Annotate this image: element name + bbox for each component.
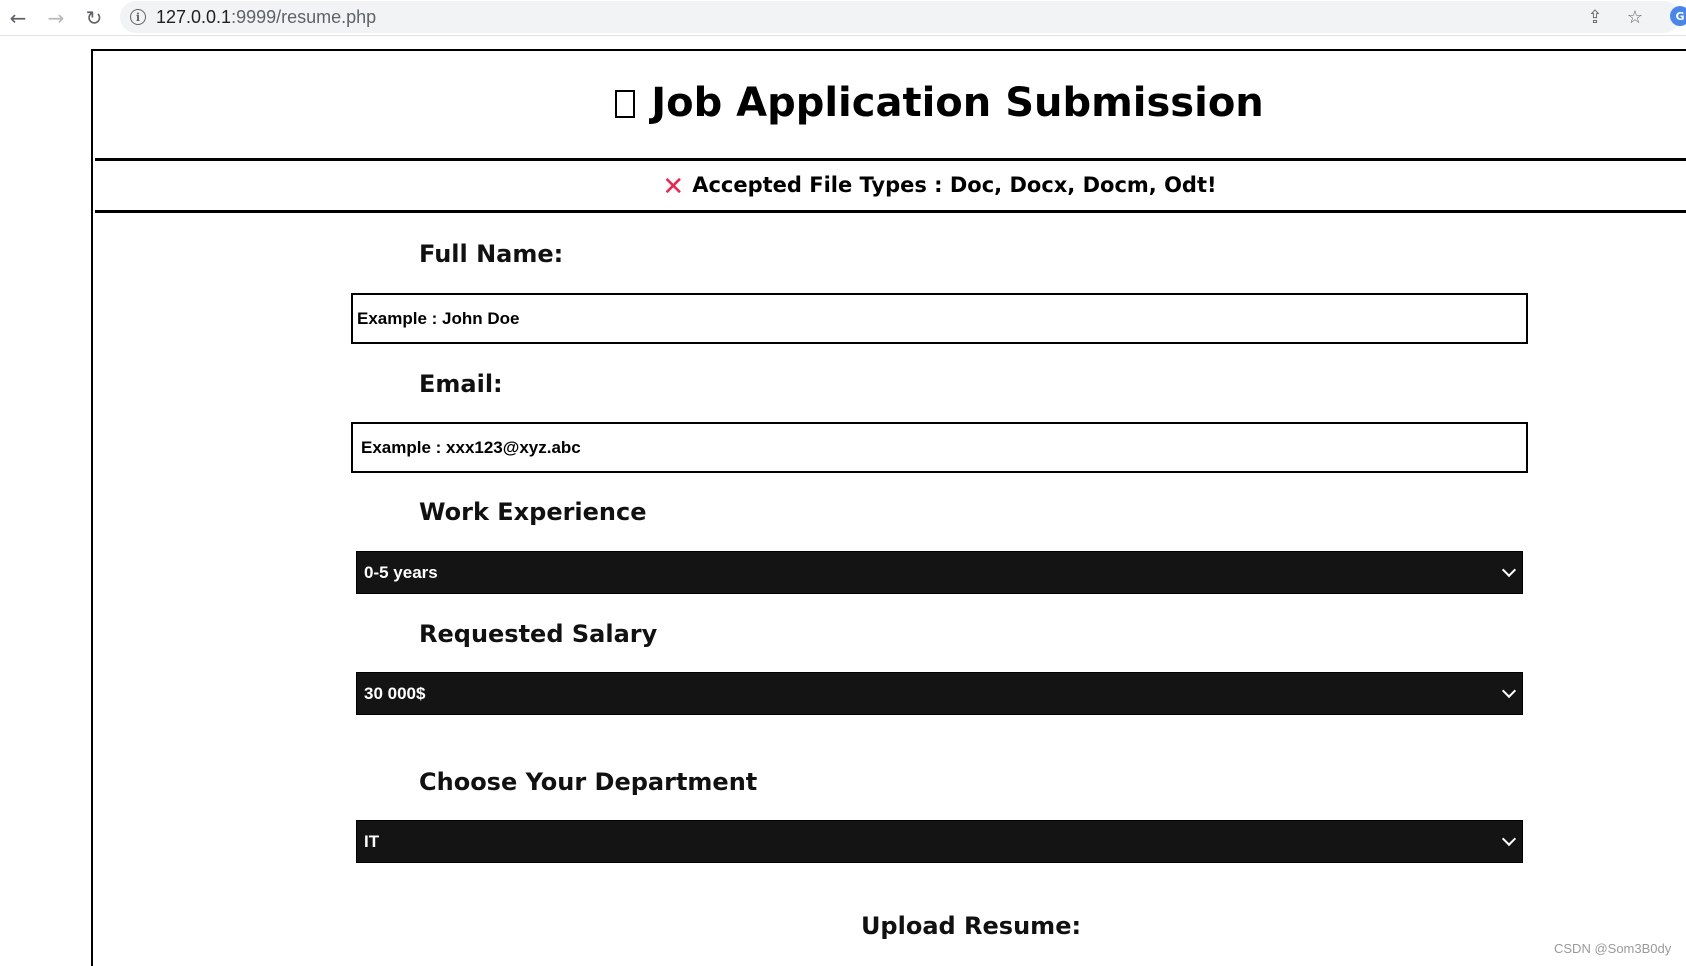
work-experience-value: 0-5 years [364,562,438,582]
chevron-down-icon [1502,832,1516,846]
bookmark-star-icon[interactable]: ☆ [1626,6,1644,28]
department-select[interactable] [356,820,1523,863]
back-icon[interactable]: ← [9,6,27,30]
chevron-down-icon [1502,563,1516,577]
browser-toolbar [0,0,1686,36]
error-x-icon: ✕ [662,172,685,202]
url-host: 127.0.0.1 [156,7,232,27]
department-value: IT [364,831,380,851]
divider-top [95,158,1686,161]
email-label: Email: [419,370,503,398]
full-name-input[interactable] [351,293,1528,344]
url-path: :9999/resume.php [231,7,377,27]
missing-glyph-icon [615,90,635,118]
file-type-notice [93,172,1686,202]
chevron-down-icon [1502,684,1516,698]
email-input[interactable] [351,422,1528,473]
full-name-label: Full Name: [419,240,564,268]
share-icon[interactable]: ⇪ [1587,6,1603,28]
notice-text: Accepted File Types : Doc, Docx, Docm, Odt! [692,173,1217,197]
department-label: Choose Your Department [419,768,758,796]
address-bar[interactable] [120,1,1680,33]
site-info-icon[interactable]: i [130,9,146,25]
forward-icon[interactable]: → [47,6,65,30]
reload-icon[interactable]: ↻ [85,6,103,30]
divider-bottom [95,210,1686,213]
page-title-text: Job Application Submission [651,80,1264,126]
requested-salary-label: Requested Salary [419,620,658,648]
extension-icon[interactable]: G [1670,6,1686,26]
work-experience-select[interactable] [356,551,1523,594]
url-text[interactable] [156,7,376,28]
watermark: CSDN @Som3B0dy [1554,941,1672,956]
email-placeholder: Example : xxx123@xyz.abc [361,437,581,457]
work-experience-label: Work Experience [419,498,647,526]
full-name-placeholder: Example : John Doe [357,308,520,328]
requested-salary-value: 30 000$ [364,683,426,703]
upload-resume-label: Upload Resume: [860,912,1082,940]
requested-salary-select[interactable] [356,672,1523,715]
page-title [93,80,1686,126]
